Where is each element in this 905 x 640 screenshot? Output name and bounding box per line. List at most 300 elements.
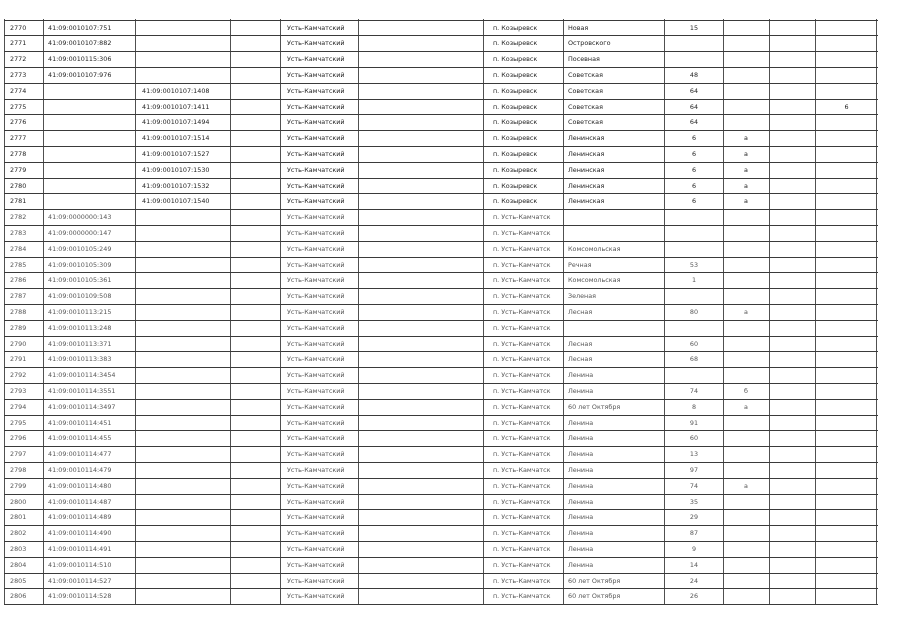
- cell-extra: [815, 525, 878, 541]
- cell-district: Усть-Камчатский: [287, 197, 345, 206]
- cell-house: [666, 367, 722, 383]
- cell-district: Усть-Камчатский: [287, 149, 345, 158]
- cell-extra: [815, 35, 878, 51]
- cell-letter: [723, 257, 769, 273]
- cell-no: 2790: [10, 339, 27, 348]
- cell-cad2: [138, 288, 234, 304]
- table-row: [0, 494, 878, 510]
- cell-house: 1: [691, 276, 697, 285]
- cell-locality: п. Усть-Камчатск: [493, 371, 551, 380]
- cell-district: Усть-Камчатский: [287, 560, 345, 569]
- cell-extra: [815, 20, 878, 36]
- cell-cad1: 41:09:0010114:480: [48, 481, 112, 490]
- cell-no: 2791: [10, 355, 27, 364]
- cell-extra: 6: [844, 102, 849, 111]
- cell-no: 2775: [10, 102, 27, 111]
- cell-cad2: [138, 67, 234, 83]
- cell-district: Усть-Камчатский: [287, 228, 345, 237]
- cell-no: 2784: [10, 244, 27, 253]
- cell-cad2: [138, 541, 234, 557]
- cell-letter: [723, 20, 769, 36]
- cell-house: 74: [689, 386, 699, 395]
- cell-house: 74: [689, 481, 699, 490]
- table-row: [0, 257, 878, 273]
- cell-cad1: 41:09:0010114:487: [48, 497, 112, 506]
- cell-no: 2798: [10, 465, 27, 474]
- cell-cad1: 41:09:0010114:490: [48, 529, 112, 538]
- cell-cad2: 41:09:0010107:1532: [142, 181, 210, 190]
- table-row: [0, 99, 878, 115]
- cell-no: 2779: [10, 165, 27, 174]
- cell-street: Ленинская: [568, 149, 605, 158]
- cell-district: Усть-Камчатский: [287, 260, 345, 269]
- cell-street: [564, 320, 664, 336]
- cell-house: 91: [689, 418, 699, 427]
- cell-cad2: 41:09:0010107:1494: [142, 118, 210, 127]
- cell-house: [666, 320, 722, 336]
- cell-district: Усть-Камчатский: [287, 592, 345, 601]
- cell-street: Комсомольская: [568, 276, 621, 285]
- cell-locality: п. Усть-Камчатск: [493, 576, 551, 585]
- table-row: [0, 193, 878, 209]
- cell-locality: п. Усть-Камчатск: [493, 355, 551, 364]
- cell-street: Лесная: [568, 307, 593, 316]
- cell-cad2: 41:09:0010107:1408: [142, 86, 210, 95]
- cell-street: Ленинская: [568, 197, 605, 206]
- cell-extra: [815, 288, 878, 304]
- cell-extra: [815, 399, 878, 415]
- cell-district: Усть-Камчатский: [287, 355, 345, 364]
- cell-extra: [815, 209, 878, 225]
- cell-letter: а: [744, 149, 748, 158]
- cell-cad1: 41:09:0010105:249: [48, 244, 112, 253]
- cell-no: 2785: [10, 260, 27, 269]
- cell-house: 6: [691, 134, 697, 143]
- table-row: [0, 83, 878, 99]
- cell-locality: п. Козыревск: [493, 181, 538, 190]
- cell-letter: [723, 209, 769, 225]
- cell-extra: [815, 272, 878, 288]
- cell-letter: [723, 351, 769, 367]
- cell-cad2: [138, 320, 234, 336]
- cell-locality: п. Усть-Камчатск: [493, 402, 551, 411]
- table-row: [0, 588, 878, 604]
- cell-locality: п. Козыревск: [493, 86, 538, 95]
- cell-cad2: [138, 478, 234, 494]
- cell-no: 2803: [10, 544, 27, 553]
- cell-cad1: [44, 83, 136, 99]
- cell-cad1: 41:09:0010107:976: [48, 70, 112, 79]
- cell-district: Усть-Камчатский: [287, 386, 345, 395]
- cell-extra: [815, 557, 878, 573]
- cell-extra: [815, 336, 878, 352]
- cell-district: Усть-Камчатский: [287, 544, 345, 553]
- cell-house: [666, 209, 722, 225]
- cell-district: Усть-Камчатский: [287, 450, 345, 459]
- cell-cad2: [138, 209, 234, 225]
- cell-house: 6: [691, 181, 697, 190]
- cell-cad2: [138, 494, 234, 510]
- cell-locality: п. Усть-Камчатск: [493, 323, 551, 332]
- cell-letter: [723, 367, 769, 383]
- table-row: [0, 209, 878, 225]
- cell-locality: п. Усть-Камчатск: [493, 307, 551, 316]
- cell-district: Усть-Камчатский: [287, 181, 345, 190]
- cell-extra: [815, 304, 878, 320]
- cell-letter: а: [744, 165, 748, 174]
- cell-no: 2793: [10, 386, 27, 395]
- cell-cad1: 41:09:0010114:455: [48, 434, 112, 443]
- cell-letter: [723, 525, 769, 541]
- cell-house: 60: [689, 434, 699, 443]
- table-row: [0, 162, 878, 178]
- cell-extra: [815, 225, 878, 241]
- table-row: [0, 272, 878, 288]
- cell-extra: [815, 446, 878, 462]
- cell-cad1: 41:09:0010113:215: [48, 307, 112, 316]
- cell-street: Советская: [568, 70, 603, 79]
- cell-letter: [723, 320, 769, 336]
- table-row: [0, 430, 878, 446]
- table-row: [0, 351, 878, 367]
- cell-street: Ленина: [568, 497, 594, 506]
- cell-district: Усть-Камчатский: [287, 213, 345, 222]
- cell-cad2: [138, 367, 234, 383]
- cell-locality: п. Усть-Камчатск: [493, 450, 551, 459]
- cell-district: Усть-Камчатский: [287, 371, 345, 380]
- cell-letter: а: [744, 402, 748, 411]
- cell-district: Усть-Камчатский: [287, 292, 345, 301]
- cell-district: Усть-Камчатский: [287, 481, 345, 490]
- cell-cad2: [138, 257, 234, 273]
- cell-no: 2772: [10, 55, 27, 64]
- cell-street: Ленина: [568, 418, 594, 427]
- cell-street: Зеленая: [568, 292, 596, 301]
- cell-locality: п. Козыревск: [493, 165, 538, 174]
- cell-house: 97: [689, 465, 699, 474]
- cell-no: 2777: [10, 134, 27, 143]
- table-row: [0, 367, 878, 383]
- cell-district: Усть-Камчатский: [287, 402, 345, 411]
- cell-extra: [815, 146, 878, 162]
- cell-house: 80: [689, 307, 699, 316]
- cell-extra: [815, 257, 878, 273]
- cell-locality: п. Усть-Камчатск: [493, 244, 551, 253]
- cell-house: [666, 241, 722, 257]
- cell-street: Ленинская: [568, 134, 605, 143]
- cell-extra: [815, 67, 878, 83]
- cell-cad2: 41:09:0010107:1411: [142, 102, 210, 111]
- row-divider: [4, 604, 878, 605]
- cell-locality: п. Усть-Камчатск: [493, 513, 551, 522]
- cell-letter: [723, 99, 769, 115]
- cell-district: Усть-Камчатский: [287, 576, 345, 585]
- cell-district: Усть-Камчатский: [287, 55, 345, 64]
- cell-street: [564, 225, 664, 241]
- cell-no: 2778: [10, 149, 27, 158]
- cell-district: Усть-Камчатский: [287, 529, 345, 538]
- cell-street: Посевная: [568, 55, 600, 64]
- cell-cad1: [44, 99, 136, 115]
- cell-street: Ленина: [568, 450, 594, 459]
- cell-letter: [723, 336, 769, 352]
- cell-no: 2781: [10, 197, 27, 206]
- cell-no: 2794: [10, 402, 27, 411]
- cell-no: 2776: [10, 118, 27, 127]
- cell-house: 53: [689, 260, 699, 269]
- cell-street: Новая: [568, 23, 589, 32]
- cell-extra: [815, 320, 878, 336]
- cell-cad1: 41:09:0010114:479: [48, 465, 112, 474]
- cell-locality: п. Усть-Камчатск: [493, 497, 551, 506]
- cell-locality: п. Козыревск: [493, 149, 538, 158]
- cell-district: Усть-Камчатский: [287, 497, 345, 506]
- cell-cad1: 41:09:0010114:527: [48, 576, 112, 585]
- cell-locality: п. Козыревск: [493, 134, 538, 143]
- cell-no: 2782: [10, 213, 27, 222]
- cell-extra: [815, 83, 878, 99]
- cell-cad1: [44, 162, 136, 178]
- cell-letter: [723, 415, 769, 431]
- table-row: [0, 525, 878, 541]
- cell-cad1: 41:09:0010109:508: [48, 292, 112, 301]
- cell-locality: п. Козыревск: [493, 102, 538, 111]
- cell-letter: [723, 272, 769, 288]
- cell-letter: [723, 446, 769, 462]
- cell-district: Усть-Камчатский: [287, 276, 345, 285]
- cell-house: 48: [689, 70, 699, 79]
- table-row: [0, 336, 878, 352]
- cell-extra: [815, 130, 878, 146]
- cell-street: Ленина: [568, 386, 594, 395]
- cell-letter: [723, 573, 769, 589]
- cell-locality: п. Козыревск: [493, 197, 538, 206]
- cell-locality: п. Козыревск: [493, 39, 538, 48]
- cell-no: 2771: [10, 39, 27, 48]
- cell-no: 2789: [10, 323, 27, 332]
- cell-house: 64: [689, 118, 699, 127]
- cell-cad1: 41:09:0000000:143: [48, 213, 112, 222]
- cell-locality: п. Усть-Камчатск: [493, 228, 551, 237]
- cell-no: 2770: [10, 23, 27, 32]
- cell-district: Усть-Камчатский: [287, 134, 345, 143]
- cell-cad1: [44, 114, 136, 130]
- cell-cad1: 41:09:0010114:528: [48, 592, 112, 601]
- cell-no: 2797: [10, 450, 27, 459]
- cell-no: 2792: [10, 371, 27, 380]
- cell-locality: п. Козыревск: [493, 23, 538, 32]
- cell-extra: [815, 383, 878, 399]
- cell-cad1: 41:09:0010105:309: [48, 260, 112, 269]
- cell-extra: [815, 588, 878, 604]
- cell-street: [564, 209, 664, 225]
- cell-extra: [815, 478, 878, 494]
- cell-no: 2780: [10, 181, 27, 190]
- cell-street: Ленина: [568, 481, 594, 490]
- cell-no: 2804: [10, 560, 27, 569]
- cell-house: 29: [689, 513, 699, 522]
- cell-cad1: [44, 193, 136, 209]
- cell-cad1: [44, 178, 136, 194]
- cell-no: 2774: [10, 86, 27, 95]
- cell-cad2: [138, 272, 234, 288]
- cell-cad2: 41:09:0010107:1514: [142, 134, 210, 143]
- cell-house: 87: [689, 529, 699, 538]
- cell-letter: [723, 35, 769, 51]
- cell-house: 26: [689, 592, 699, 601]
- table-row: [0, 130, 878, 146]
- cell-street: Ленина: [568, 513, 594, 522]
- cell-locality: п. Усть-Камчатск: [493, 544, 551, 553]
- cell-district: Усть-Камчатский: [287, 465, 345, 474]
- cell-cad2: [138, 383, 234, 399]
- cell-house: 6: [691, 197, 697, 206]
- cell-letter: а: [744, 134, 748, 143]
- cell-cad2: [138, 573, 234, 589]
- cell-cad2: [138, 557, 234, 573]
- cell-cad2: [138, 351, 234, 367]
- cell-cad1: 41:09:0010114:451: [48, 418, 112, 427]
- cell-extra: [815, 494, 878, 510]
- cell-cad1: 41:09:0010107:751: [48, 23, 112, 32]
- cell-street: Островского: [568, 39, 611, 48]
- cell-extra: [815, 193, 878, 209]
- cell-no: 2786: [10, 276, 27, 285]
- cell-letter: [723, 509, 769, 525]
- cell-letter: а: [744, 181, 748, 190]
- table-row: [0, 114, 878, 130]
- cell-cad2: [138, 415, 234, 431]
- table-row: [0, 146, 878, 162]
- table-row: [0, 288, 878, 304]
- cell-house: 68: [689, 355, 699, 364]
- cell-house: 35: [689, 497, 699, 506]
- cell-district: Усть-Камчатский: [287, 244, 345, 253]
- cell-no: 2802: [10, 529, 27, 538]
- cell-locality: п. Усть-Камчатск: [493, 560, 551, 569]
- cell-district: Усть-Камчатский: [287, 434, 345, 443]
- cell-cad1: 41:09:0010114:510: [48, 560, 112, 569]
- cell-no: 2773: [10, 70, 27, 79]
- cell-cad2: 41:09:0010107:1530: [142, 165, 210, 174]
- cell-letter: [723, 114, 769, 130]
- table-row: [0, 478, 878, 494]
- cell-locality: п. Усть-Камчатск: [493, 481, 551, 490]
- cell-district: Усть-Камчатский: [287, 86, 345, 95]
- cell-extra: [815, 462, 878, 478]
- cell-cad2: [138, 588, 234, 604]
- cell-house: 6: [691, 149, 697, 158]
- cell-letter: [723, 462, 769, 478]
- cell-locality: п. Усть-Камчатск: [493, 292, 551, 301]
- cell-cad2: [138, 509, 234, 525]
- table-row: [0, 573, 878, 589]
- cell-street: 60 лет Октября: [568, 576, 621, 585]
- cell-district: Усть-Камчатский: [287, 513, 345, 522]
- cell-extra: [815, 351, 878, 367]
- table-row: [0, 462, 878, 478]
- cell-street: Ленина: [568, 434, 594, 443]
- cell-district: Усть-Камчатский: [287, 39, 345, 48]
- cell-letter: а: [744, 307, 748, 316]
- cell-locality: п. Усть-Камчатск: [493, 529, 551, 538]
- cell-cad1: 41:09:0010113:383: [48, 355, 112, 364]
- cell-street: Ленина: [568, 371, 594, 380]
- cell-extra: [815, 241, 878, 257]
- cell-cad2: [138, 525, 234, 541]
- cell-locality: п. Усть-Камчатск: [493, 276, 551, 285]
- cell-street: Лесная: [568, 355, 593, 364]
- cell-cad2: [138, 20, 234, 36]
- cell-locality: п. Усть-Камчатск: [493, 339, 551, 348]
- table-row: [0, 557, 878, 573]
- cell-cad2: 41:09:0010107:1527: [142, 149, 210, 158]
- cell-cad1: [44, 130, 136, 146]
- cell-extra: [815, 573, 878, 589]
- cell-extra: [815, 430, 878, 446]
- cell-street: Ленина: [568, 465, 594, 474]
- cell-street: Советская: [568, 118, 603, 127]
- cell-locality: п. Усть-Камчатск: [493, 260, 551, 269]
- cell-street: Комсомольская: [568, 244, 621, 253]
- table-row: [0, 320, 878, 336]
- cell-letter: [723, 430, 769, 446]
- cell-house: 24: [689, 576, 699, 585]
- cell-letter: [723, 494, 769, 510]
- cell-street: Советская: [568, 86, 603, 95]
- cell-street: 60 лет Октября: [568, 592, 621, 601]
- cell-locality: п. Козыревск: [493, 55, 538, 64]
- cell-street: Советская: [568, 102, 603, 111]
- cell-house: 15: [689, 23, 699, 32]
- cell-letter: [723, 225, 769, 241]
- cell-no: 2800: [10, 497, 27, 506]
- table-row: [0, 51, 878, 67]
- cell-no: 2788: [10, 307, 27, 316]
- cell-house: 64: [689, 102, 699, 111]
- cell-letter: [723, 67, 769, 83]
- cell-street: Ленина: [568, 544, 594, 553]
- cell-house: 14: [689, 560, 699, 569]
- cell-house: [666, 51, 722, 67]
- cell-cad1: 41:09:0010114:3497: [48, 402, 116, 411]
- cell-house: 60: [689, 339, 699, 348]
- cell-district: Усть-Камчатский: [287, 307, 345, 316]
- cell-house: 9: [691, 544, 697, 553]
- cell-locality: п. Усть-Камчатск: [493, 465, 551, 474]
- cell-cad1: 41:09:0010107:882: [48, 39, 112, 48]
- cell-no: 2795: [10, 418, 27, 427]
- table-row: [0, 241, 878, 257]
- cell-cad2: [138, 35, 234, 51]
- cell-no: 2806: [10, 592, 27, 601]
- cell-locality: п. Усть-Камчатск: [493, 213, 551, 222]
- table-row: [0, 20, 878, 36]
- cell-cad1: 41:09:0010114:489: [48, 513, 112, 522]
- cell-extra: [815, 178, 878, 194]
- cell-cad2: 41:09:0010107:1540: [142, 197, 210, 206]
- table-row: [0, 304, 878, 320]
- table-row: [0, 35, 878, 51]
- cell-cad1: 41:09:0000000:147: [48, 228, 112, 237]
- cell-locality: п. Усть-Камчатск: [493, 592, 551, 601]
- cell-cad1: [44, 146, 136, 162]
- cell-locality: п. Усть-Камчатск: [493, 434, 551, 443]
- cell-no: 2783: [10, 228, 27, 237]
- cell-house: [666, 225, 722, 241]
- cell-cad1: 41:09:0010114:3454: [48, 371, 116, 380]
- cell-cad1: 41:09:0010113:248: [48, 323, 112, 332]
